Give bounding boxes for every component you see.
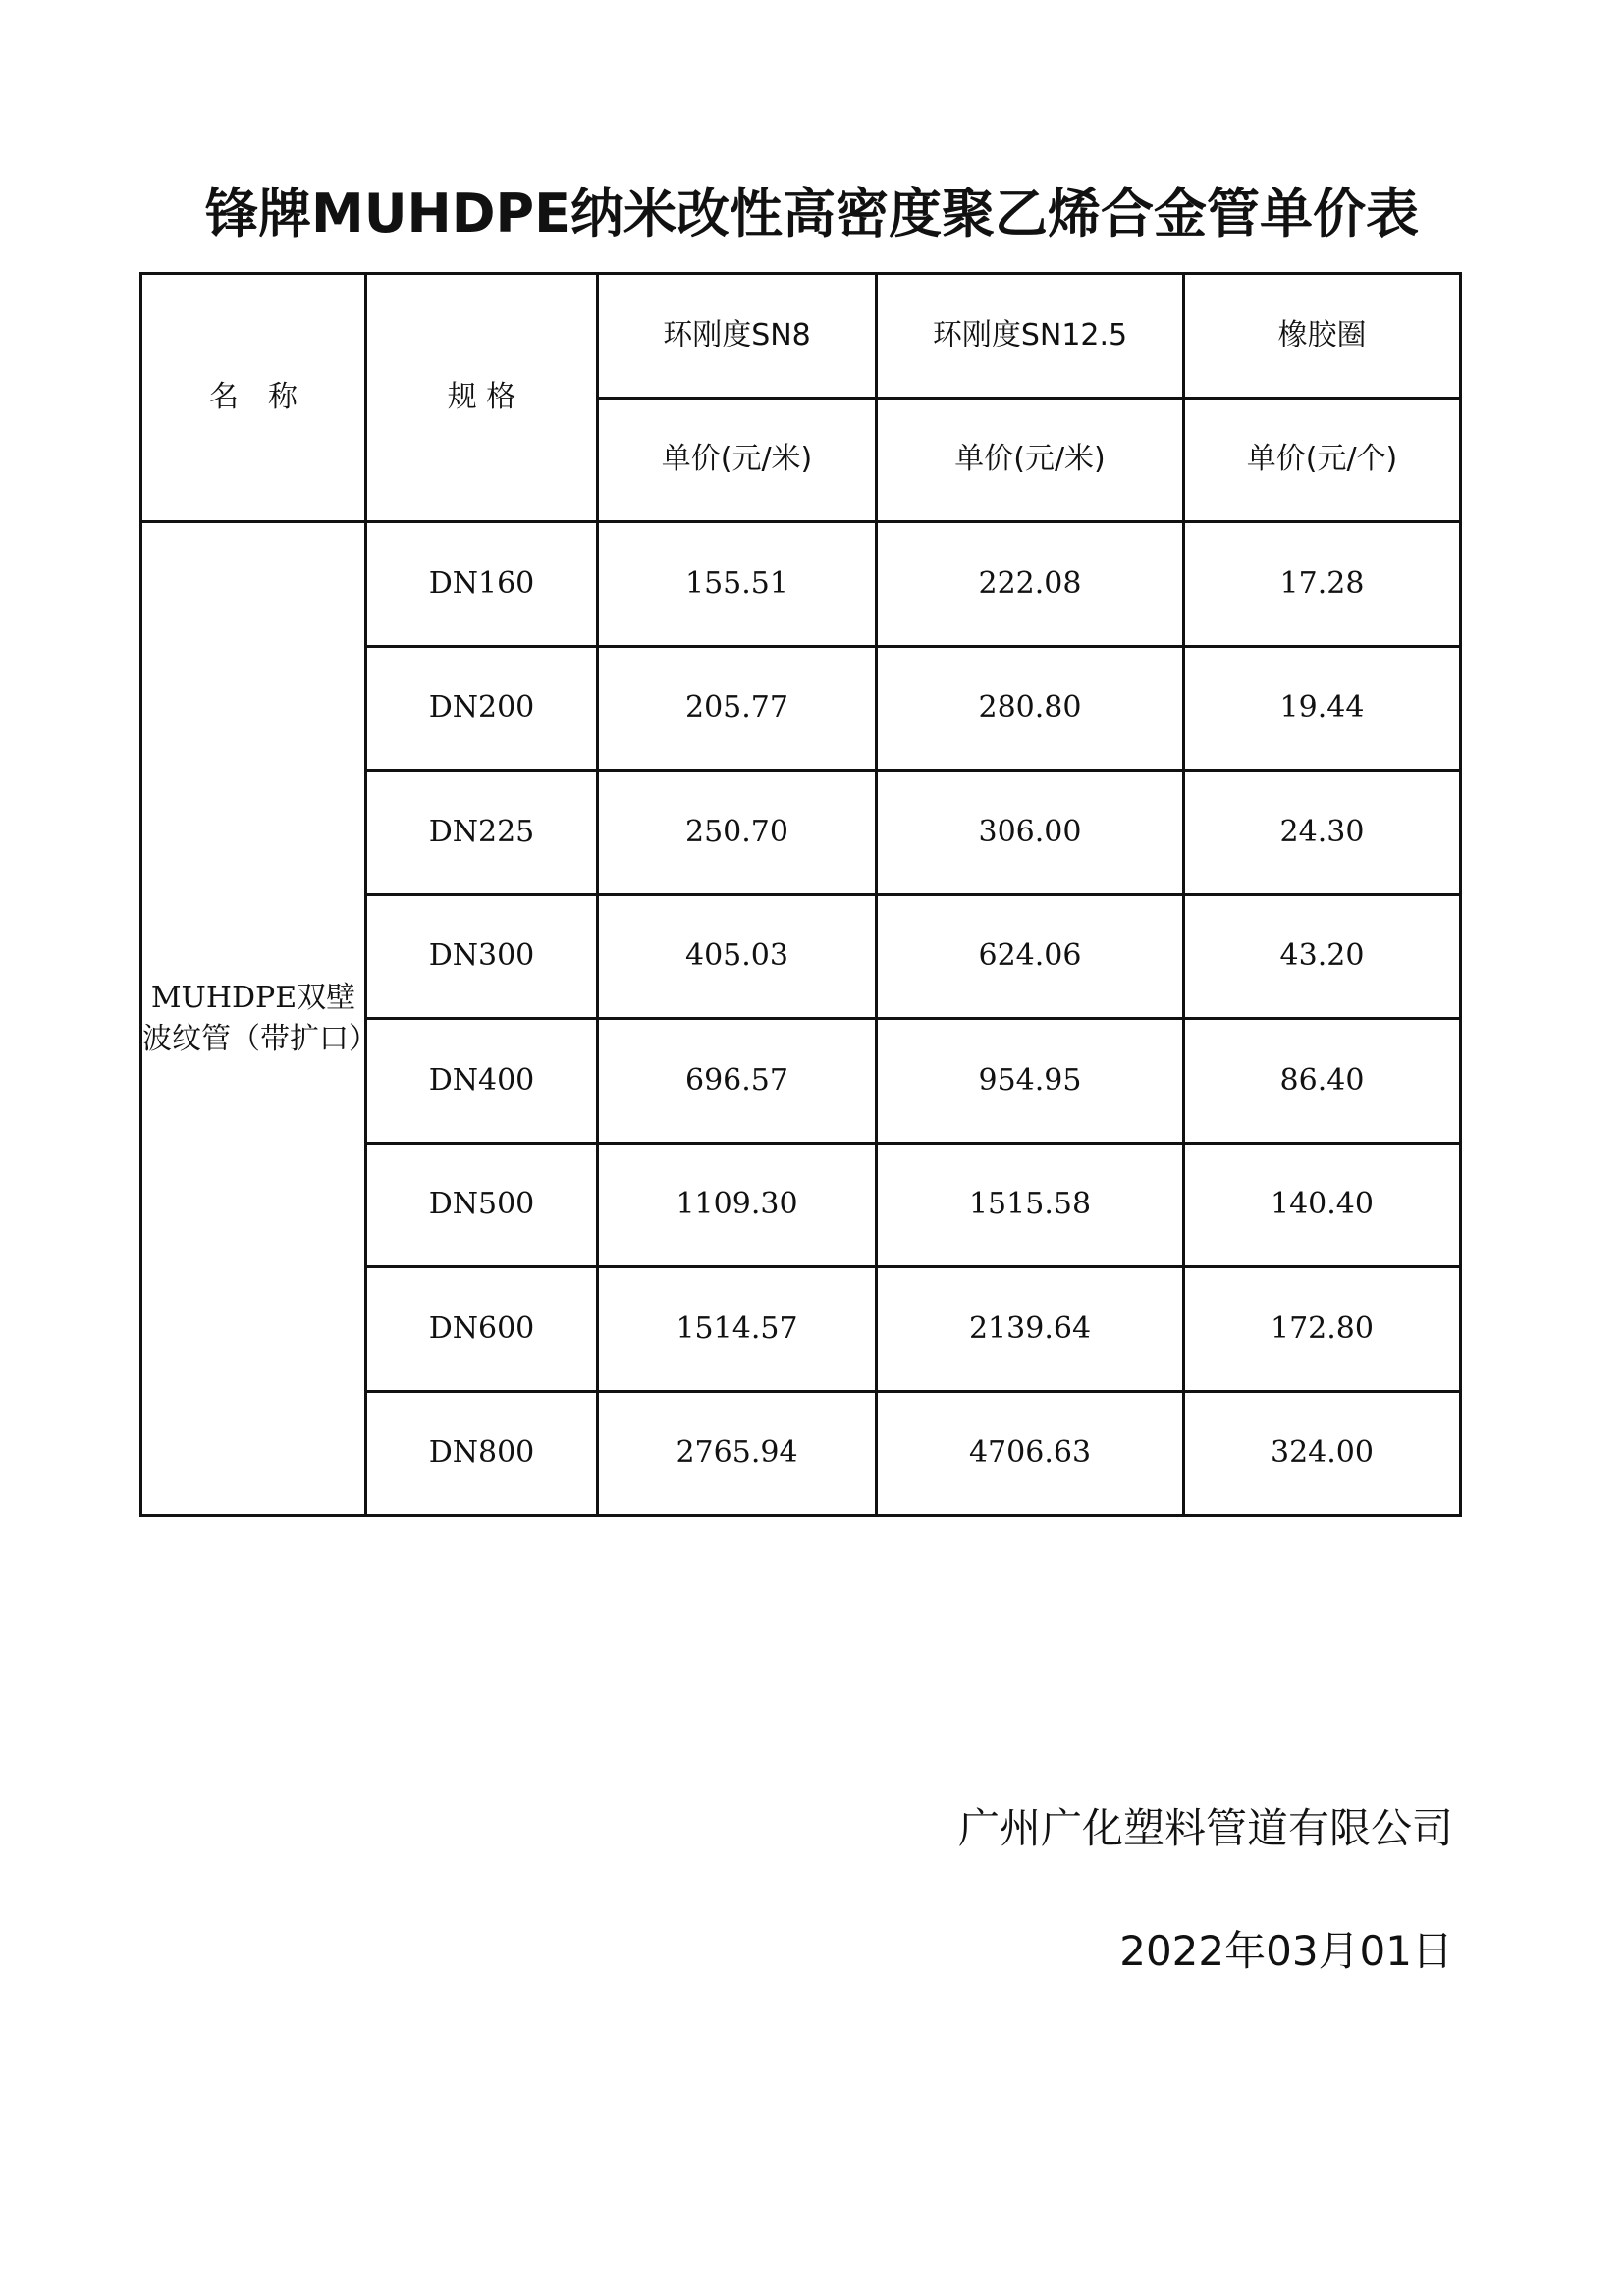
sn8-price-cell: 1109.30 xyxy=(598,1143,877,1267)
ring-price-cell: 86.40 xyxy=(1184,1019,1461,1144)
sn8-price-cell: 1514.57 xyxy=(598,1267,877,1392)
issue-date: 2022年03月01日 xyxy=(1119,1927,1453,1975)
header-unit-sn125: 单价(元/米) xyxy=(877,398,1184,522)
header-sn125: 环刚度SN12.5 xyxy=(877,274,1184,399)
sn125-price-cell: 624.06 xyxy=(877,894,1184,1019)
ring-price-cell: 17.28 xyxy=(1184,522,1461,647)
header-unit-ring: 单价(元/个) xyxy=(1184,398,1461,522)
company-name: 广州广化塑料管道有限公司 xyxy=(957,1804,1453,1852)
header-unit-sn8: 单价(元/米) xyxy=(598,398,877,522)
header-sn8: 环刚度SN8 xyxy=(598,274,877,399)
header-spec: 规 格 xyxy=(366,274,598,522)
table-row xyxy=(141,522,1461,647)
sn125-price-cell: 4706.63 xyxy=(877,1391,1184,1516)
spec-cell: DN300 xyxy=(366,894,598,1019)
ring-price-cell: 19.44 xyxy=(1184,646,1461,771)
sn8-price-cell: 2765.94 xyxy=(598,1391,877,1516)
sn8-price-cell: 250.70 xyxy=(598,771,877,895)
sn8-price-cell: 155.51 xyxy=(598,522,877,647)
sn125-price-cell: 2139.64 xyxy=(877,1267,1184,1392)
ring-price-cell: 43.20 xyxy=(1184,894,1461,1019)
ring-price-cell: 24.30 xyxy=(1184,771,1461,895)
page-title: 锋牌MUHDPE纳米改性高密度聚乙烯合金管单价表 xyxy=(204,183,1420,244)
spec-cell: DN200 xyxy=(366,646,598,771)
sn125-price-cell: 280.80 xyxy=(877,646,1184,771)
sn125-price-cell: 222.08 xyxy=(877,522,1184,647)
sn8-price-cell: 405.03 xyxy=(598,894,877,1019)
ring-price-cell: 172.80 xyxy=(1184,1267,1461,1392)
spec-cell: DN800 xyxy=(366,1391,598,1516)
spec-cell: DN500 xyxy=(366,1143,598,1267)
header-row-1 xyxy=(141,274,1461,399)
sn8-price-cell: 696.57 xyxy=(598,1019,877,1144)
spec-cell: DN400 xyxy=(366,1019,598,1144)
ring-price-cell: 324.00 xyxy=(1184,1391,1461,1516)
spec-cell: DN160 xyxy=(366,522,598,647)
price-table-body xyxy=(141,274,1461,1516)
header-rubber-ring: 橡胶圈 xyxy=(1184,274,1461,399)
ring-price-cell: 140.40 xyxy=(1184,1143,1461,1267)
sn125-price-cell: 954.95 xyxy=(877,1019,1184,1144)
spec-cell: DN600 xyxy=(366,1267,598,1392)
sn125-price-cell: 1515.58 xyxy=(877,1143,1184,1267)
spec-cell: DN225 xyxy=(366,771,598,895)
product-name-cell: MUHDPE双壁波纹管（带扩口） xyxy=(141,522,366,1516)
sn8-price-cell: 205.77 xyxy=(598,646,877,771)
price-table xyxy=(139,272,1462,1517)
header-name: 名 称 xyxy=(141,274,366,522)
sn125-price-cell: 306.00 xyxy=(877,771,1184,895)
